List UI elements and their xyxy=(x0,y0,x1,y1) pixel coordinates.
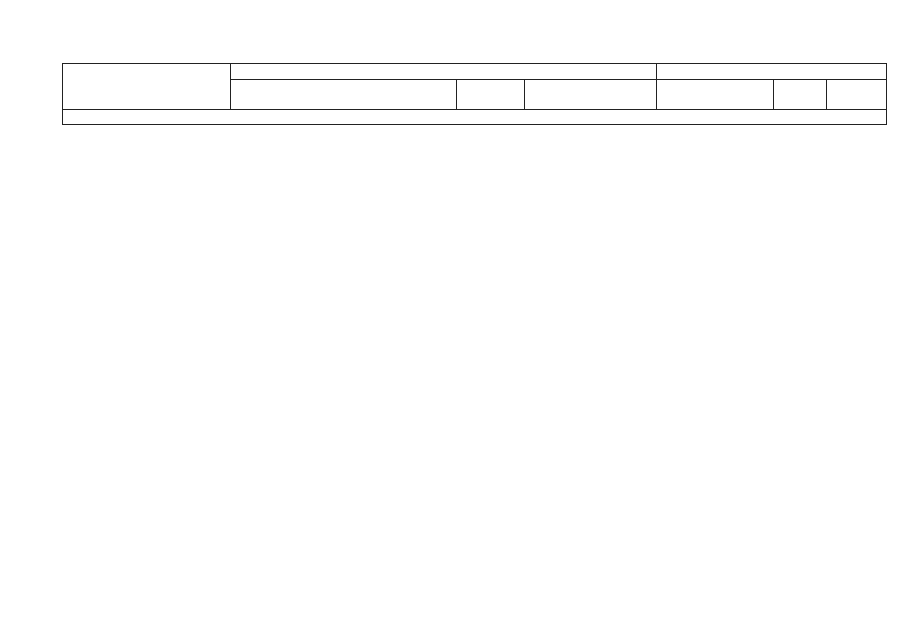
header-groups xyxy=(774,80,827,110)
header-qty xyxy=(525,80,657,110)
header-org xyxy=(63,64,231,110)
header-people xyxy=(827,80,887,110)
header-equipment-group xyxy=(231,64,657,80)
header-forces-group xyxy=(657,64,887,80)
fire-equipment-table xyxy=(62,63,887,125)
header-force-name xyxy=(657,80,774,110)
header-unit xyxy=(457,80,525,110)
section-title xyxy=(63,110,887,125)
header-name xyxy=(231,80,457,110)
